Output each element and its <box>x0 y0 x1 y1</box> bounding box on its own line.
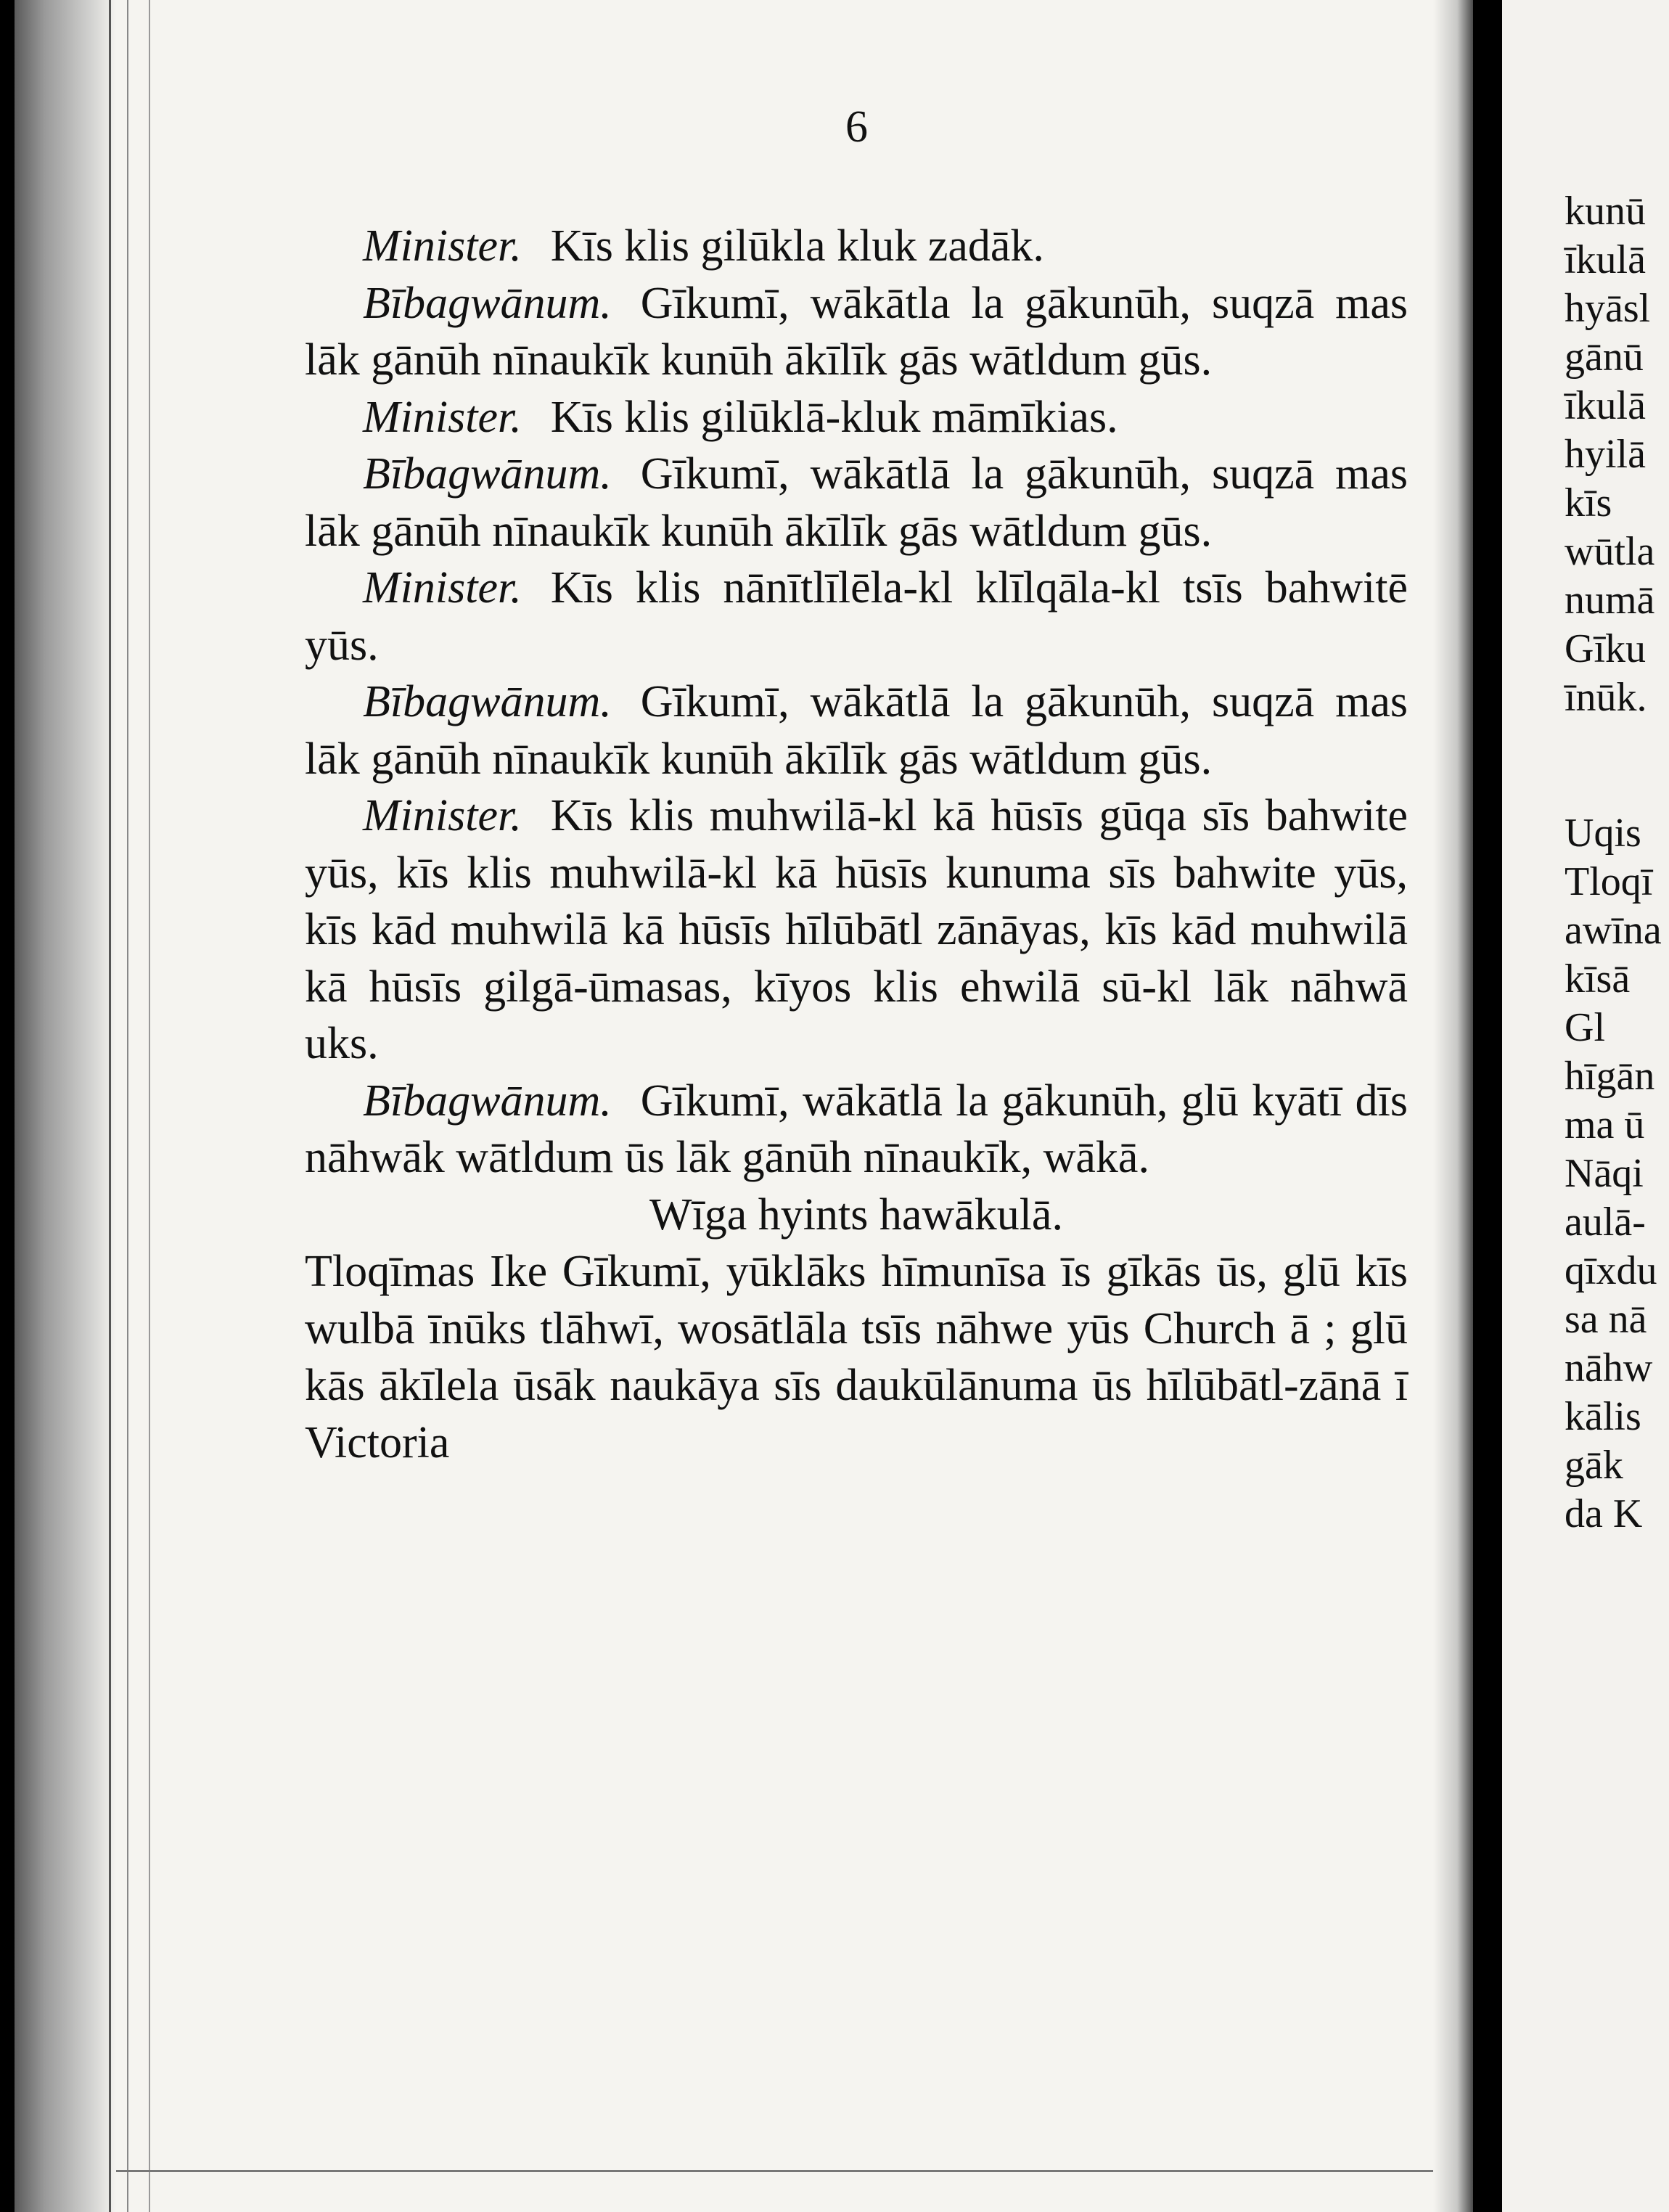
dialogue-paragraph <box>305 560 1408 673</box>
dialogue-paragraph <box>305 446 1408 560</box>
facing-line: hyāsl <box>1565 286 1651 331</box>
facing-page <box>1502 0 1669 2212</box>
facing-line: īkulā <box>1565 383 1646 428</box>
dialogue-text: Kīs klis muhwilā-kl kā hūsīs gūqa sīs bahwite yūs, kīs klis muhwilā-kl kā hūsīs kunuma sīs bahwite yūs, kīs kād muhwilā kā hūsīs hīlūbātl zānāyas, kīs kād muhwilā kā hūsīs gilgā-ūmasas, kīyos klis ehwilā sū-kl lāk nāhwā uks. <box>305 791 1408 1068</box>
facing-line: nāhw <box>1565 1345 1653 1390</box>
facing-line: awīna <box>1565 908 1662 953</box>
speaker-label: Minister. <box>363 563 522 613</box>
facing-line: Gīku <box>1565 626 1646 671</box>
facing-line: īnūk. <box>1565 675 1647 720</box>
dialogue-text: Kīs klis gilūklā-kluk māmīkias. <box>550 392 1118 442</box>
speaker-label: Bībagwānum. <box>363 1076 612 1126</box>
facing-line: kīs <box>1565 480 1612 525</box>
dialogue-paragraph <box>305 218 1408 275</box>
facing-line: kīsā <box>1565 957 1631 1001</box>
facing-line: sa nā <box>1565 1297 1647 1342</box>
closing-paragraph: Tloqīmas Ike Gīkumī, yūklāks hīmunīsa īs gīkās ūs, glū kīs wulbā īnūks tlāhwī, wosātlāla tsīs nāhwe yūs Church ā ; glū kās ākīlela ūsāk naukāya sīs daukūlānuma ūs hīlūbātl-zānā ī Victoria <box>305 1247 1408 1467</box>
facing-line: hīgān <box>1565 1054 1655 1099</box>
facing-line: hyilā <box>1565 432 1646 477</box>
dialogue-text: Gīkumī, wākātlā la gākunūh, suqzā mas lāk gānūh nīnaukīk kunūh ākīlīk gās wātldum gūs. <box>305 449 1408 556</box>
speaker-label: Minister. <box>363 221 522 271</box>
dialogue-text: Gīkumī, wākātla la gākunūh, suqzā mas lāk gānūh nīnaukīk kunūh ākīlīk gās wātldum gūs. <box>305 278 1408 385</box>
facing-line: gāk <box>1565 1443 1623 1488</box>
main-text <box>305 218 1408 1471</box>
gutter-line <box>127 0 128 2212</box>
section-heading: Wīga hyints hawākulā. <box>649 1189 1063 1240</box>
gutter-line <box>149 0 150 2212</box>
facing-line: Tloqī <box>1565 859 1653 904</box>
facing-line: gānū <box>1565 335 1644 380</box>
facing-line: Nāqi <box>1565 1151 1644 1196</box>
page-number: 6 <box>845 102 868 152</box>
dialogue-paragraph <box>305 787 1408 1073</box>
dialogue-text: Kīs klis gilūkla kluk zadāk. <box>550 221 1044 271</box>
facing-line: īkulā <box>1565 237 1646 282</box>
facing-line: ma ū <box>1565 1102 1645 1147</box>
speaker-label: Bībagwānum. <box>363 449 612 499</box>
speaker-label: Minister. <box>363 392 522 442</box>
facing-page-text <box>1565 187 1662 1539</box>
gutter-line <box>109 0 111 2212</box>
facing-line: kālis <box>1565 1394 1641 1439</box>
page-gap <box>1473 0 1502 2212</box>
dialogue-paragraph <box>305 275 1408 389</box>
dialogue-paragraph <box>305 389 1408 446</box>
dialogue-text: Gīkumī, wākātlā la gākunūh, suqzā mas lāk gānūh nīnaukīk kunūh ākīlīk gās wātldum gūs. <box>305 677 1408 784</box>
speaker-label: Bībagwānum. <box>363 677 612 726</box>
binding-gutter <box>15 0 116 2212</box>
facing-line: numā <box>1565 578 1655 623</box>
facing-line-gap <box>1565 722 1662 809</box>
facing-line: Gl <box>1565 1005 1605 1050</box>
facing-line: Uqis <box>1565 811 1641 856</box>
speaker-label: Minister. <box>363 791 522 840</box>
facing-line: aulā- <box>1565 1200 1646 1245</box>
page-bottom-edge <box>116 2170 1433 2172</box>
dialogue-text: Kīs klis nānītlīlēla-kl klīlqāla-kl tsīs bahwitē yūs. <box>305 563 1408 670</box>
dialogue-paragraph <box>305 1073 1408 1187</box>
facing-line: wūtla <box>1565 529 1655 574</box>
page-edge-shadow <box>1433 0 1473 2212</box>
speaker-label: Bībagwānum. <box>363 278 612 328</box>
facing-line: kunū <box>1565 189 1646 234</box>
facing-line: qīxdu <box>1565 1248 1657 1293</box>
dialogue-paragraph <box>305 673 1408 787</box>
facing-line: da K <box>1565 1491 1643 1536</box>
dialogue-text: Gīkumī, wākātlā la gākunūh, glū kyātī dīs nāhwāk wātldum ūs lāk gānūh nīnaukīk, wākā. <box>305 1076 1408 1182</box>
